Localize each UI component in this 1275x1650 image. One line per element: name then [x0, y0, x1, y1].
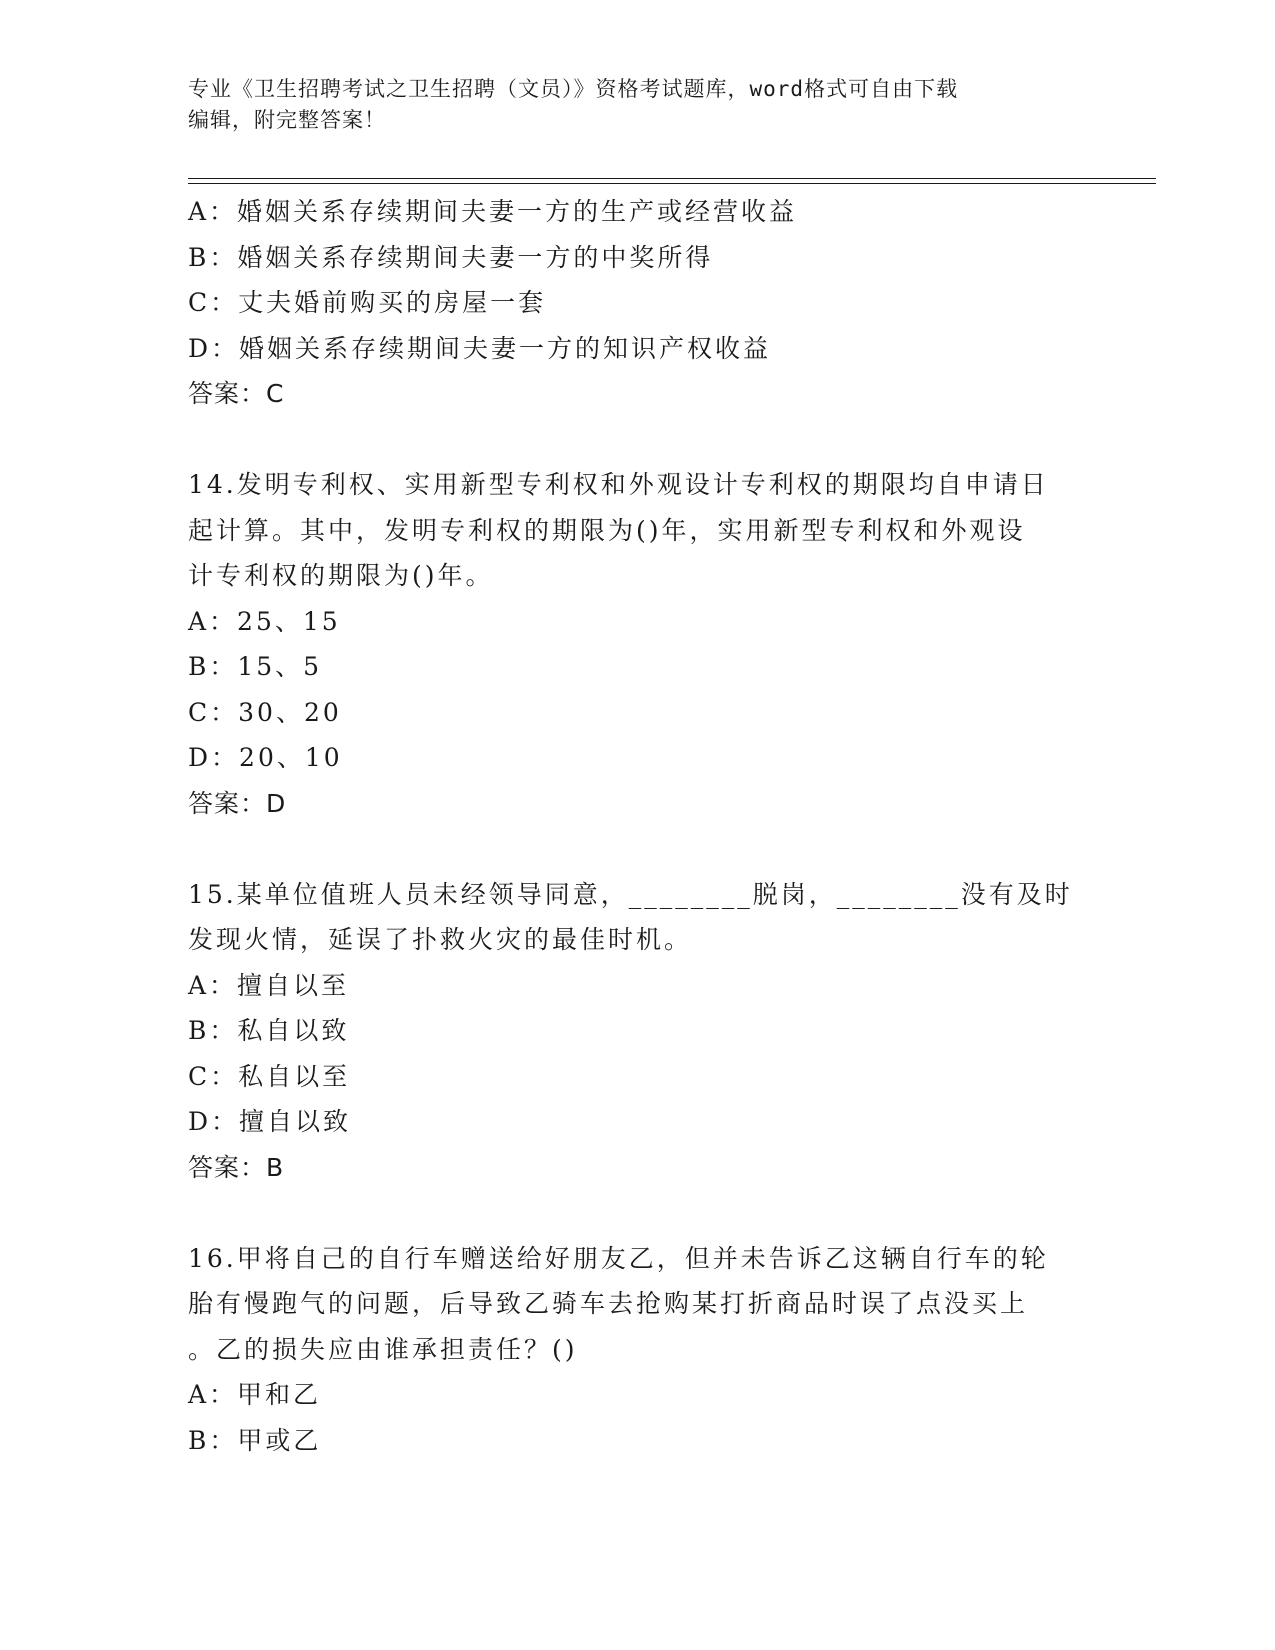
question-stem-line: 胎有慢跑气的问题，后导致乙骑车去抢购某打折商品时误了点没买上 [188, 1289, 1029, 1318]
option-d: D：20、10 [188, 743, 343, 772]
option-b: B：私自以致 [188, 1016, 350, 1045]
question-stem-line: 。乙的损失应由谁承担责任？() [188, 1334, 578, 1364]
question-stem-line: 16.甲将自己的自行车赠送给好朋友乙，但并未告诉乙这辆自行车的轮 [188, 1243, 1049, 1273]
option-b: B：婚姻关系存续期间夫妻一方的中奖所得 [188, 242, 714, 272]
question-14 [188, 462, 1088, 826]
header-divider-top [188, 178, 1156, 179]
question-15 [188, 872, 1088, 1191]
document-header [188, 74, 1068, 136]
option-c: C：私自以至 [188, 1061, 351, 1091]
question-stem-line: 15.某单位值班人员未经领导同意，________脱岗，________没有及时 [188, 879, 1073, 909]
option-c: C：丈夫婚前购买的房屋一套 [188, 288, 547, 317]
spacer [188, 417, 1088, 463]
option-d: D：擅自以致 [188, 1107, 352, 1136]
option-a: A：甲和乙 [188, 1380, 322, 1409]
prev-question [188, 189, 1088, 417]
question-stem-line: 14.发明专利权、实用新型专利权和外观设计专利权的期限均自申请日 [188, 470, 1049, 499]
question-stem-line: 起计算。其中，发明专利权的期限为()年，实用新型专利权和外观设 [188, 515, 1026, 545]
option-a: A：25、15 [188, 606, 341, 636]
header-line-1: 专业《卫生招聘考试之卫生招聘（文员）》资格考试题库，word格式可自由下载 [188, 77, 959, 101]
question-16 [188, 1236, 1088, 1464]
answer-label: 答案：B [188, 1152, 285, 1182]
spacer [188, 1190, 1088, 1236]
question-stem-line: 发现火情，延误了扑救火灾的最佳时机。 [188, 925, 693, 954]
option-b: B：甲或乙 [188, 1425, 322, 1455]
header-line-2: 编辑，附完整答案！ [188, 108, 386, 132]
option-d: D：婚姻关系存续期间夫妻一方的知识产权收益 [188, 333, 772, 363]
option-a: A：婚姻关系存续期间夫妻一方的生产或经营收益 [188, 197, 798, 226]
question-stem-line: 计专利权的期限为()年。 [188, 561, 494, 590]
answer-label: 答案：D [188, 788, 287, 818]
question-content [188, 189, 1088, 1463]
spacer [188, 826, 1088, 872]
option-a: A：擅自以至 [188, 970, 350, 1000]
option-b: B：15、5 [188, 652, 323, 681]
option-c: C：30、20 [188, 697, 342, 727]
header-divider-bottom [188, 183, 1156, 184]
answer-label: 答案：C [188, 379, 285, 408]
